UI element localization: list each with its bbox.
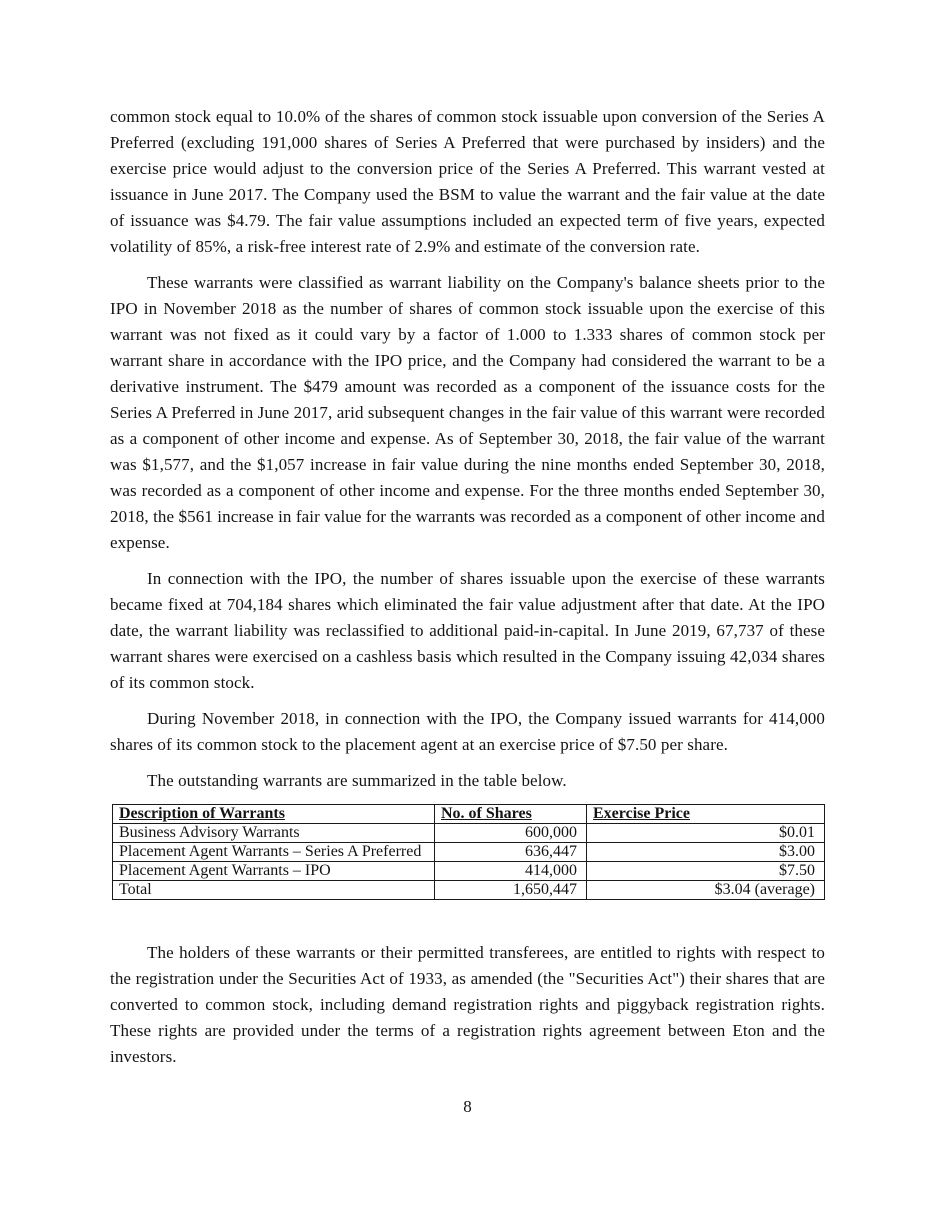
cell-shares: 600,000 xyxy=(435,824,587,843)
table-header-row xyxy=(113,805,825,824)
header-shares-label: No. of Shares xyxy=(441,805,532,822)
cell-price: $0.01 xyxy=(587,824,825,843)
paragraph-table-intro: The outstanding warrants are summarized in the table below. xyxy=(147,771,567,790)
header-no-of-shares xyxy=(435,805,587,824)
cell-shares: 636,447 xyxy=(435,843,587,862)
table-row-total xyxy=(113,881,825,900)
cell-description: Business Advisory Warrants xyxy=(113,824,435,843)
cell-price: $3.04 (average) xyxy=(587,881,825,900)
paragraph-ipo-connection: In connection with the IPO, the number of shares issuable upon the exercise of these warrants became fixed at 704,184 shares which eliminated the fair value adjustment after that date. At the IPO date, the warrant liability was reclassified to additional paid-in-capital. In June 2019, 67,737 of these warrant shares were exercised on a cashless basis which resulted in the Company issuing 42,034 shares of its common stock. xyxy=(110,569,825,692)
cell-price: $3.00 xyxy=(587,843,825,862)
paragraph-registration-rights: The holders of these warrants or their permitted transferees, are entitled to rights with respect to the registration under the Securities Act of 1933, as amended (the "Securities Act") their shares that are converted to common stock, including demand registration rights and piggyback registration rights. These rights are provided under the terms of a registration rights agreement between Eton and the investors. xyxy=(110,943,825,1066)
table-row-placement-series-a xyxy=(113,843,825,862)
header-description-label: Description of Warrants xyxy=(119,805,285,822)
cell-price: $7.50 xyxy=(587,862,825,881)
paragraph-warrant-liability: These warrants were classified as warrant liability on the Company's balance sheets prior to the IPO in November 2018 as the number of shares of common stock issuable upon the exercise of this warrant was not fixed as it could vary by a factor of 1.000 to 1.333 shares of common stock per warrant share in accordance with the IPO price, and the Company had considered the warrant to be a derivative instrument. The $479 amount was recorded as a component of the issuance costs for the Series A Preferred in June 2017, arid subsequent changes in the fair value of this warrant were recorded as a component of other income and expense. As of September 30, 2018, the fair value of the warrant was $1,577, and the $1,057 increase in fair value during the nine months ended September 30, 2018, was recorded as a component of other income and expense. For the three months ended September 30, 2018, the $561 increase in fair value for the warrants was recorded as a component of other income and expense. xyxy=(110,273,825,552)
paragraph-placement-agent: During November 2018, in connection with the IPO, the Company issued warrants for 414,000 shares of its common stock to the placement agent at an exercise price of $7.50 per share. xyxy=(110,709,825,754)
page-number: 8 xyxy=(463,1097,472,1116)
table-row-placement-ipo xyxy=(113,862,825,881)
cell-description: Total xyxy=(113,881,435,900)
cell-description: Placement Agent Warrants – IPO xyxy=(113,862,435,881)
cell-shares: 414,000 xyxy=(435,862,587,881)
header-description-of-warrants xyxy=(113,805,435,824)
header-exercise-price xyxy=(587,805,825,824)
table-row-business-advisory xyxy=(113,824,825,843)
header-price-label: Exercise Price xyxy=(593,805,690,822)
paragraph-continuation: common stock equal to 10.0% of the shares of common stock issuable upon conversion of the Series A Preferred (excluding 191,000 shares of Series A Preferred that were purchased by insiders) and the exercise price would adjust to the conversion price of the Series A Preferred. This warrant vested at issuance in June 2017. The Company used the BSM to value the warrant and the fair value at the date of issuance was $4.79. The fair value assumptions included an expected term of five years, expected volatility of 85%, a risk-free interest rate of 2.9% and estimate of the conversion rate. xyxy=(110,107,825,256)
cell-description: Placement Agent Warrants – Series A Preferred xyxy=(113,843,435,862)
cell-shares: 1,650,447 xyxy=(435,881,587,900)
warrants-summary-table xyxy=(112,804,825,900)
